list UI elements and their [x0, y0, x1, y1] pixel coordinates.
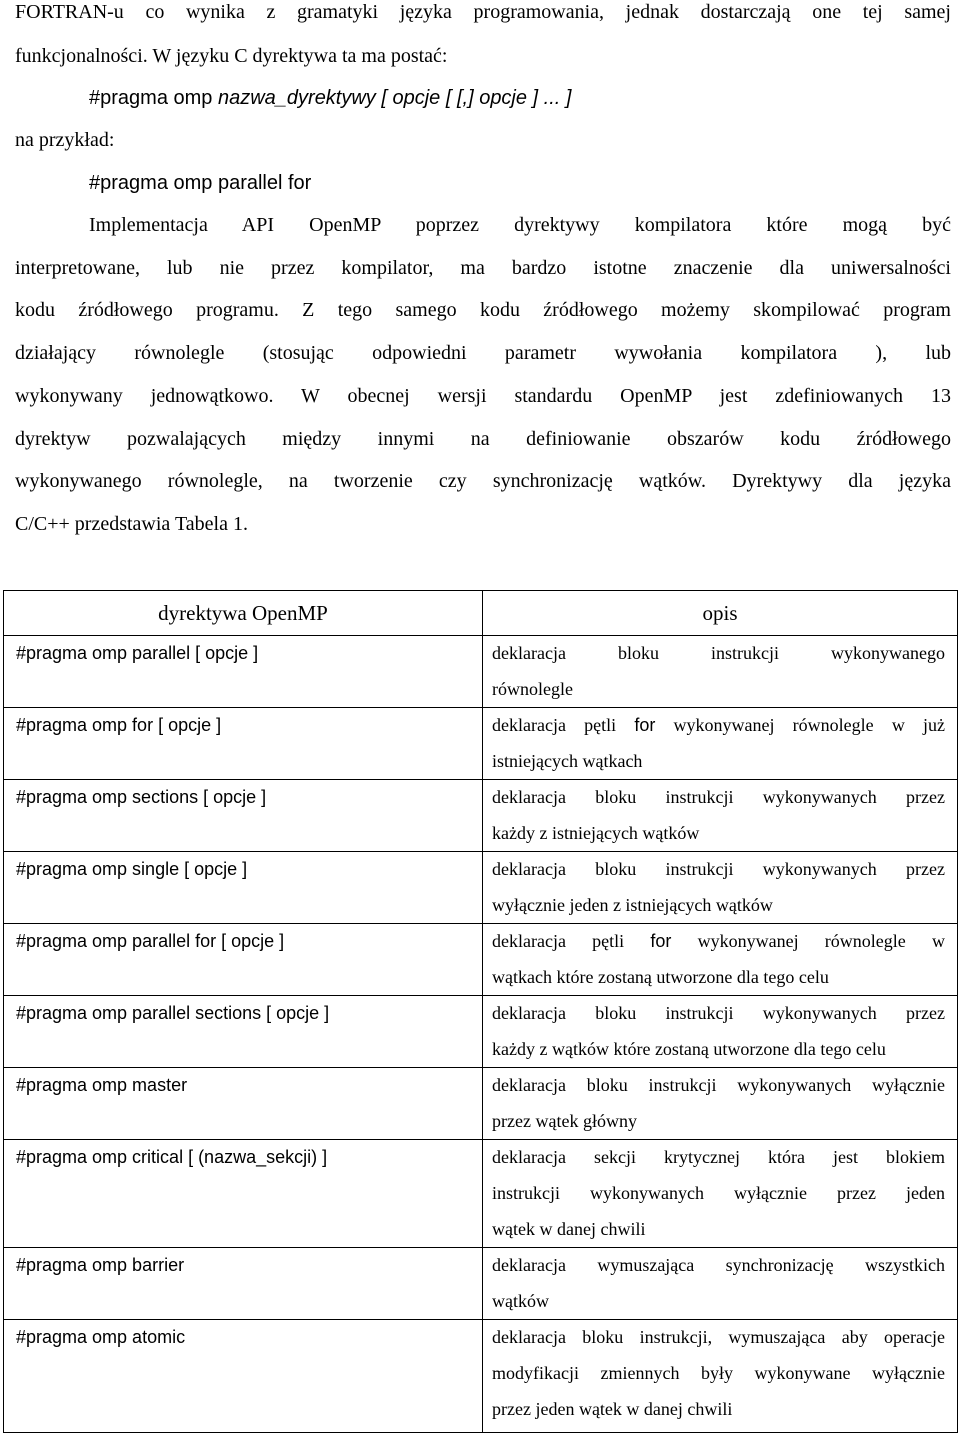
table-row-directive: #pragma omp barrier — [16, 1255, 185, 1275]
paragraph-line: interpretowane, lub nie przez kompilator, ma bardzo istotne znaczenie dla uniwersalności — [15, 257, 951, 279]
header-directive: dyrektywa OpenMP — [158, 601, 328, 625]
table-row-description: deklaracja bloku instrukcji wykonywanego równolegle — [492, 643, 945, 699]
table-row-description: deklaracja bloku instrukcji wykonywanych przez wyłącznie jeden z istniejących wątków — [492, 859, 945, 915]
paragraph-line: Implementacja API OpenMP poprzez dyrektywy kompilatora które mogą być — [89, 214, 951, 236]
paragraph-line: wykonywany jednowątkowo. W obecnej wersji standardu OpenMP jest zdefiniowanych 13 — [15, 385, 951, 407]
table-row-directive: #pragma omp parallel for [ opcje ] — [16, 931, 285, 951]
table-divider — [482, 591, 483, 1432]
table-row-description: deklaracja wymuszająca synchronizację wszystkich wątków — [492, 1255, 945, 1311]
table-row-directive: #pragma omp sections [ opcje ] — [16, 787, 267, 807]
table-row-directive: #pragma omp parallel sections [ opcje ] — [16, 1003, 330, 1023]
table-row-description: deklaracja bloku instrukcji, wymuszająca aby operacje modyfikacji zmiennych były wykonywane wyłącznie przez jeden wątek w danej chwili — [492, 1327, 945, 1419]
paragraph-line: C/C++ przedstawia Tabela 1. — [15, 513, 248, 535]
syntax-italic: nazwa_dyrektywy [ opcje [ [,] opcje ] ... ] — [217, 87, 572, 109]
paragraph-line: dyrektyw pozwalających między innymi na definiowanie obszarów kodu źródłowego — [15, 428, 951, 450]
syntax-line — [89, 86, 571, 110]
table-row-directive: #pragma omp for [ opcje ] — [16, 715, 222, 735]
example-code: #pragma omp parallel for — [89, 172, 312, 194]
table-row-directive: #pragma omp critical [ (nazwa_sekcji) ] — [16, 1147, 328, 1167]
table-row-description: deklaracja pętli for wykonywanej równolegle w już istniejących wątkach — [492, 715, 945, 771]
paragraph-line: działający równolegle (stosując odpowiedni parametr wywołania kompilatora ), lub — [15, 342, 951, 364]
table-row-directive: #pragma omp parallel [ opcje ] — [16, 643, 259, 663]
paragraph-line: kodu źródłowego programu. Z tego samego kodu źródłowego możemy skompilować program — [15, 299, 951, 321]
table-row-description: deklaracja bloku instrukcji wykonywanych wyłącznie przez wątek główny — [492, 1075, 945, 1131]
table-row-directive: #pragma omp single [ opcje ] — [16, 859, 248, 879]
example-label: na przykład: — [15, 129, 115, 151]
table-row-directive: #pragma omp master — [16, 1075, 188, 1095]
table-row-description: deklaracja pętli for wykonywanej równolegle w wątkach które zostaną utworzone dla tego celu — [492, 931, 945, 987]
header-description: opis — [702, 601, 738, 625]
paragraph-line: funkcjonalności. W języku C dyrektywa ta ma postać: — [15, 45, 448, 67]
paragraph-line: FORTRAN-u co wynika z gramatyki języka programowania, jednak dostarczają one tej samej — [15, 1, 951, 23]
table-row-description: deklaracja bloku instrukcji wykonywanych przez każdy z istniejących wątków — [492, 787, 945, 843]
table-row-directive: #pragma omp atomic — [16, 1327, 186, 1347]
table-row-description: deklaracja sekcji krytycznej która jest blokiem instrukcji wykonywanych wyłącznie przez jeden wątek w danej chwili — [492, 1147, 945, 1239]
syntax-prefix: #pragma omp — [89, 87, 218, 109]
directives-table — [3, 590, 958, 1433]
paragraph-line: wykonywanego równolegle, na tworzenie czy synchronizację wątków. Dyrektywy dla języka — [15, 470, 951, 492]
table-row-description: deklaracja bloku instrukcji wykonywanych przez każdy z wątków które zostaną utworzone dla tego celu — [492, 1003, 945, 1059]
